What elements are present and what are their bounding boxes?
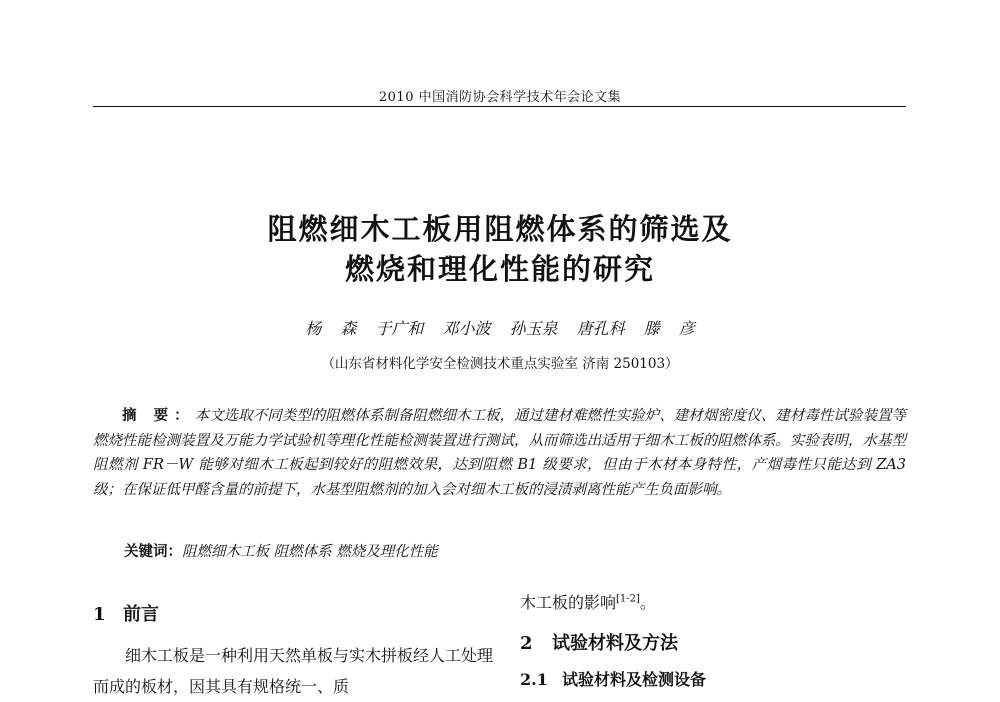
right-column (520, 590, 906, 690)
abstract-text: 本文选取不同类型的阻燃体系制备阻燃细木工板，通过建材难燃性实验炉、建材烟密度仪、建材毒性试验装置等燃烧性能检测装置及万能力学试验机等理化性能检测装置进行测试，从而筛选出适用于细木工板的阻燃体系。实验表明，水基型阻燃剂 FR－W 能够对细木工板起到较好的阻燃效果，达到阻燃 B1 级要求，但由于木材本身特性，产烟毒性只能达到 ZA3 级；在保证低甲醛含量的前提下，水基型阻燃剂的加入会对细木工板的浸渍剥离性能产生负面影响。 (93, 408, 906, 498)
abstract-label: 摘 要： (122, 407, 195, 424)
section-2-1-heading (520, 667, 906, 690)
citation-ref: [1-2] (616, 593, 640, 605)
continuation-text: 木工板的影响[1-2]。 (520, 593, 656, 612)
section-2-title: 试验材料及方法 (552, 633, 678, 654)
section-2-heading (520, 629, 906, 655)
left-column (93, 600, 493, 702)
keywords-label: 关键词： (124, 543, 182, 560)
section-2-number: 2 (520, 633, 533, 654)
keywords (124, 540, 904, 561)
author-list: 杨 森 于广和 邓小波 孙玉泉 唐孔科 滕 彦 (305, 319, 695, 338)
abstract (93, 404, 906, 502)
section-1-number: 1 (93, 604, 106, 625)
section-2-1-title: 试验材料及检测设备 (562, 670, 707, 689)
paper-title-line1: 阻燃细木工板用阻燃体系的筛选及 (267, 212, 733, 246)
affiliation: （山东省材料化学安全检测技术重点实验室 济南 250103） (321, 356, 679, 372)
paper-title-line2: 燃烧和理化性能的研究 (344, 252, 655, 286)
section-2-1-number: 2.1 (520, 670, 548, 689)
header-rule (93, 106, 906, 107)
running-head: 2010 中国消防协会科学技术年会论文集 (378, 90, 622, 105)
section-1-heading (93, 600, 493, 626)
keywords-text: 阻燃细木工板 阻燃体系 燃烧及理化性能 (182, 544, 438, 560)
section-1-paragraph: 细木工板是一种利用天然单板与实木拼板经人工处理而成的板材，因其具有规格统一、质 (93, 646, 494, 696)
section-1-title: 前言 (123, 604, 159, 625)
